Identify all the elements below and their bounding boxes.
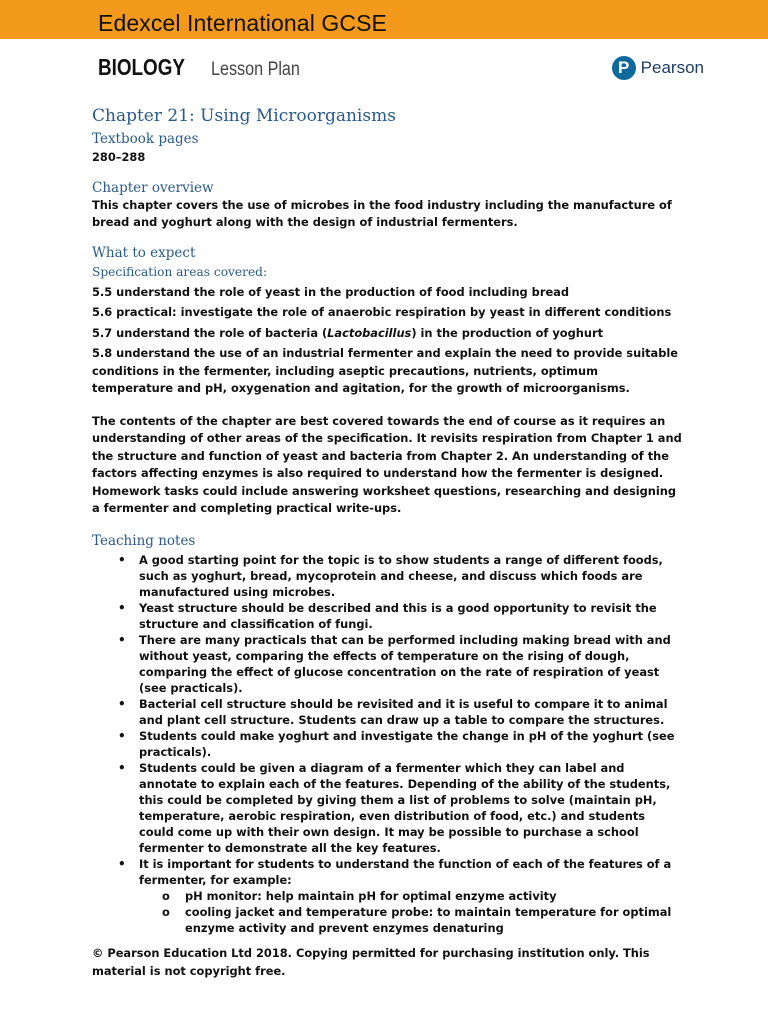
list-item-text: Yeast structure should be described and this is a good opportunity to revisit the structure and classification of fungi. — [139, 600, 657, 631]
list-item-text: Bacterial cell structure should be revisited and it is useful to compare it to animal and plant cell structure. Students can draw up a table to compare the structures. — [139, 696, 668, 727]
list-item-text: cooling jacket and temperature probe: to maintain temperature for optimal enzyme activity and prevent enzymes denaturing — [185, 904, 672, 935]
spec-item: 5.6 practical: investigate the role of anaerobic respiration by yeast in different conditions — [92, 305, 672, 319]
list-item — [92, 760, 682, 856]
pearson-logo — [612, 56, 704, 80]
subject-title: BIOLOGY — [98, 54, 185, 80]
spec-item-text: ) in the production of yoghurt — [411, 325, 604, 340]
textbook-pages: 280–288 — [92, 150, 146, 164]
pearson-wordmark: Pearson — [640, 58, 704, 77]
bullet-icon: • — [118, 856, 126, 871]
pearson-logo-icon: P — [612, 56, 636, 80]
spec-item: 5.8 understand the use of an industrial fermenter and explain the need to provide suitable conditions in the fermenter, including aseptic precautions, nutrients, optimum temperature and pH, oxygenation and agitation, for the growth of microorganisms. — [92, 346, 679, 395]
overview-heading: Chapter overview — [92, 179, 214, 196]
chapter-title: Chapter 21: Using Microorganisms — [92, 106, 396, 126]
banner-title: Edexcel International GCSE — [98, 10, 387, 36]
bullet-icon: • — [118, 728, 126, 743]
teaching-list — [92, 552, 682, 888]
textbook-heading: Textbook pages — [92, 131, 199, 147]
list-item — [92, 552, 682, 600]
overview-text: This chapter covers the use of microbes in the food industry including the manufacture of bread and yoghurt along with the design of industrial fermenters. — [92, 197, 672, 229]
list-item-text: It is important for students to understand the function of each of the features of a fermenter, for example: — [139, 856, 672, 887]
bullet-icon: • — [118, 600, 126, 615]
bullet-icon: • — [118, 760, 126, 775]
list-item-text: A good starting point for the topic is to show students a range of different foods, such as yoghurt, bread, mycoprotein and cheese, and discuss which foods are manufactured using microbes. — [139, 552, 663, 599]
bullet-icon: • — [118, 696, 126, 711]
header-banner — [0, 0, 768, 39]
sub-bullet-icon: o — [162, 904, 170, 919]
spec-item — [92, 325, 682, 343]
teaching-heading: Teaching notes — [92, 532, 196, 549]
copyright-footer: © Pearson Education Ltd 2018. Copying permitted for purchasing institution only. This material is not copyright free. — [92, 946, 650, 978]
bullet-icon: • — [118, 632, 126, 647]
list-item — [92, 904, 682, 936]
fermenter-features-list — [92, 888, 682, 936]
spec-heading: Specification areas covered: — [92, 264, 268, 279]
list-item — [92, 696, 682, 728]
spec-item-text: 5.7 understand the role of bacteria ( — [92, 325, 328, 340]
brand-row — [98, 54, 704, 86]
list-item — [92, 856, 682, 888]
list-item-text: Students could be given a diagram of a fermenter which they can label and annotate to explain each of the features. Depending of the ability of the students, this could be completed by giving them a list of problems to solve (maintain pH, temperature, aerobic respiration, even distribution of food, etc.) and students could come up with their own design. It may be possible to purchase a school fermenter to demonstrate all the key features. — [139, 760, 671, 855]
sub-bullet-icon: o — [162, 888, 170, 903]
expect-heading: What to expect — [92, 244, 196, 261]
list-item — [92, 600, 682, 632]
spec-item: 5.5 understand the role of yeast in the production of food including bread — [92, 284, 570, 299]
list-item — [92, 728, 682, 760]
spec-item-italic: Lactobacillus — [327, 325, 412, 340]
list-item — [92, 632, 682, 696]
list-item-text: pH monitor: help maintain pH for optimal enzyme activity — [185, 888, 557, 903]
lesson-plan-body — [92, 104, 682, 936]
contents-paragraph: The contents of the chapter are best covered towards the end of course as it requires an understanding of other areas of the specification. It revisits respiration from Chapter 1 and the structure and function of yeast and bacteria from Chapter 2. An understanding of the factors affecting enzymes is also required to understand how the fermenter is designed. Homework tasks could include answering worksheet questions, researching and designing a fermenter and completing practical write-ups. — [92, 413, 682, 515]
list-item-text: Students could make yoghurt and investigate the change in pH of the yoghurt (see practicals). — [139, 728, 675, 759]
list-item-text: There are many practicals that can be performed including making bread with and without yeast, comparing the effects of temperature on the rising of dough, comparing the effect of glucose concentration on the rate of respiration of yeast (see practicals). — [139, 632, 671, 695]
bullet-icon: • — [118, 552, 126, 567]
list-item — [92, 888, 682, 904]
subject-subtitle: Lesson Plan — [211, 59, 301, 80]
